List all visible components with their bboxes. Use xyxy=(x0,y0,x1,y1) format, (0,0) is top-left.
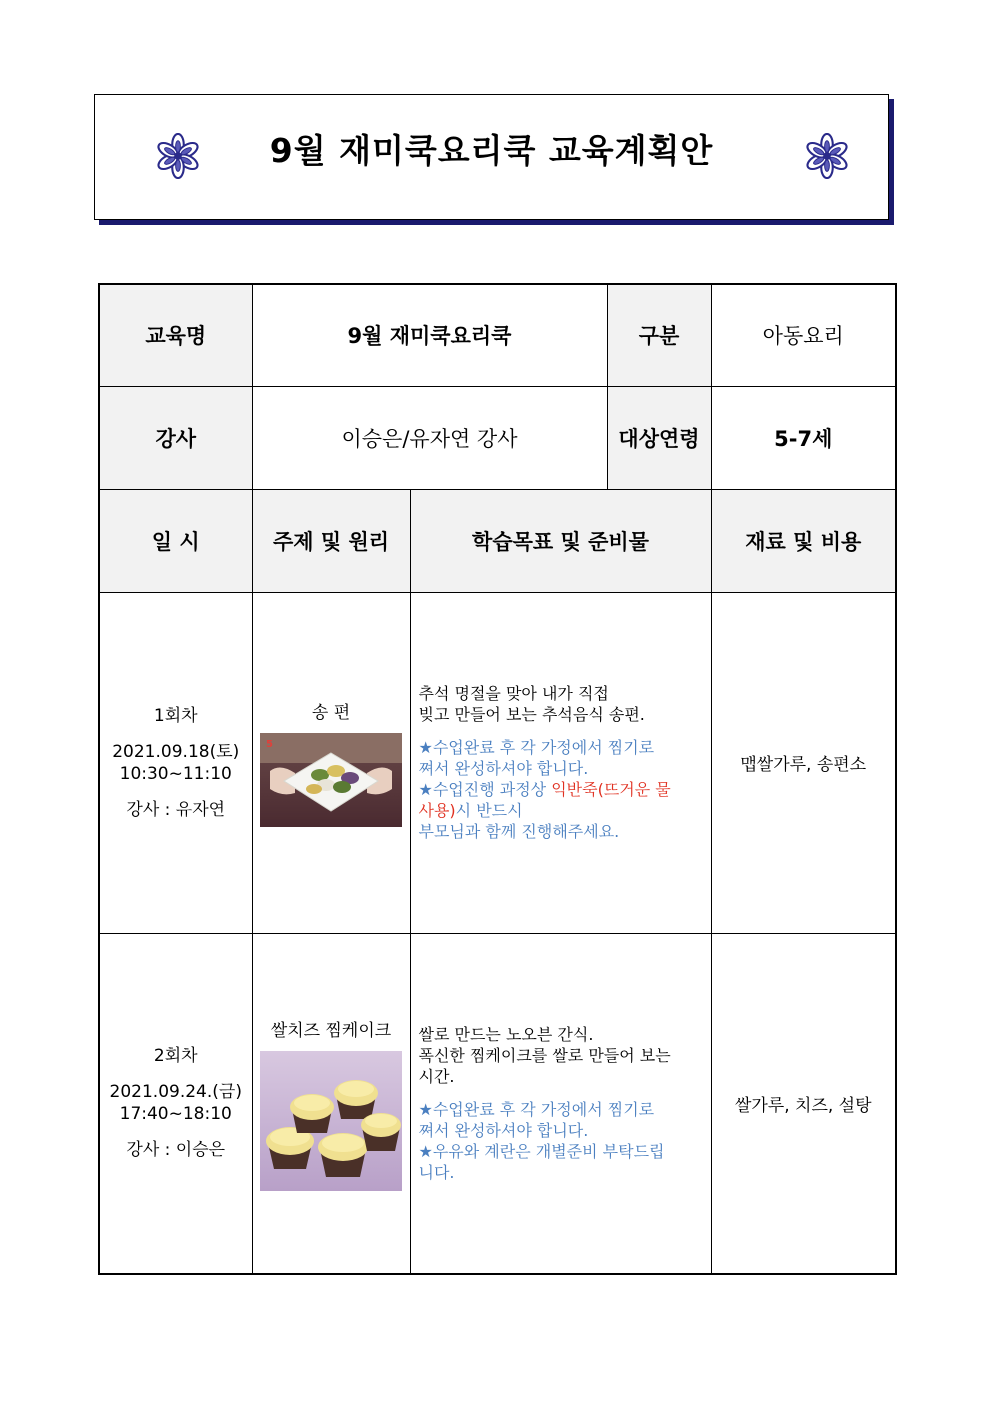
session-topic-cell xyxy=(252,592,410,933)
session-materials: 쌀가루, 치즈, 설탕 xyxy=(711,933,896,1274)
note-text: 시 반드시 xyxy=(455,801,523,820)
course-name-label: 교육명 xyxy=(99,284,252,386)
goal-line: 쌀로 만드는 노오븐 간식. xyxy=(418,1024,594,1044)
note-line: 니다. xyxy=(418,1162,455,1182)
flower-icon xyxy=(804,133,850,179)
session-time: 17:40~18:10 xyxy=(119,1104,232,1125)
note-line: 부모님과 함께 진행해주세요. xyxy=(418,822,620,841)
session-round: 1회차 xyxy=(153,705,198,726)
column-header-goal: 학습목표 및 준비물 xyxy=(410,489,711,592)
note-line: ★우유와 계란은 개별준비 부탁드립 xyxy=(418,1141,665,1161)
plan-table xyxy=(98,283,897,1275)
note-warning-text: 익반죽(뜨거운 물 xyxy=(551,780,671,799)
column-header-topic: 주제 및 원리 xyxy=(252,489,410,592)
session-teacher: 강사 : 이승은 xyxy=(126,1140,226,1161)
note-text: ★수업진행 과정상 xyxy=(418,780,552,799)
age-label: 대상연령 xyxy=(607,386,711,489)
instructor-value: 이승은/유자연 강사 xyxy=(252,386,607,489)
note-line: 쪄서 완성하셔야 합니다. xyxy=(418,1120,589,1140)
goal-line: 빚고 만들어 보는 추석음식 송편. xyxy=(418,705,645,724)
rice-cheese-cake-photo xyxy=(260,1051,402,1191)
category-value: 아동요리 xyxy=(711,284,896,386)
session-topic: 쌀치즈 찜케이크 xyxy=(270,1020,392,1041)
session-date: 2021.09.18(토) xyxy=(112,741,240,762)
session-time: 10:30~11:10 xyxy=(119,763,232,784)
note-line xyxy=(419,800,703,821)
category-label: 구분 xyxy=(607,284,711,386)
note-line: 쪄서 완성하셔야 합니다. xyxy=(418,759,589,778)
column-header-materials: 재료 및 비용 xyxy=(711,489,896,592)
table-row xyxy=(99,933,896,1274)
session-date-cell xyxy=(99,933,252,1274)
session-round: 2회차 xyxy=(153,1046,198,1067)
age-value: 5-7세 xyxy=(711,386,896,489)
svg-text:5: 5 xyxy=(266,739,273,750)
note-warning-text: 사용) xyxy=(418,801,456,820)
title-box xyxy=(94,94,889,220)
note-line: ★수업완료 후 각 가정에서 찜기로 xyxy=(418,738,655,757)
session-goal-cell xyxy=(410,592,711,933)
page-title: 9월 재미쿡요리쿡 교육계획안 xyxy=(269,131,714,170)
goal-line: 폭신한 찜케이크를 쌀로 만들어 보는 xyxy=(418,1045,671,1065)
table-header-row xyxy=(99,489,896,592)
session-topic: 송 편 xyxy=(311,703,351,723)
session-topic-cell xyxy=(252,933,410,1274)
goal-line: 시간. xyxy=(418,1066,455,1086)
session-materials: 맵쌀가루, 송편소 xyxy=(711,592,896,933)
note-line xyxy=(419,779,703,800)
table-row xyxy=(99,284,896,386)
table-row xyxy=(99,386,896,489)
table-row xyxy=(99,592,896,933)
session-date: 2021.09.24.(금) xyxy=(109,1082,242,1103)
note-line: ★수업완료 후 각 가정에서 찜기로 xyxy=(418,1099,655,1119)
session-teacher: 강사 : 유자연 xyxy=(126,799,226,820)
session-date-cell xyxy=(99,592,252,933)
goal-line: 추석 명절을 맞아 내가 직접 xyxy=(418,684,609,703)
course-name-value: 9월 재미쿡요리쿡 xyxy=(252,284,607,386)
instructor-label: 강사 xyxy=(99,386,252,489)
session-goal-cell xyxy=(410,933,711,1274)
column-header-date: 일 시 xyxy=(99,489,252,592)
songpyeon-photo xyxy=(260,733,402,827)
